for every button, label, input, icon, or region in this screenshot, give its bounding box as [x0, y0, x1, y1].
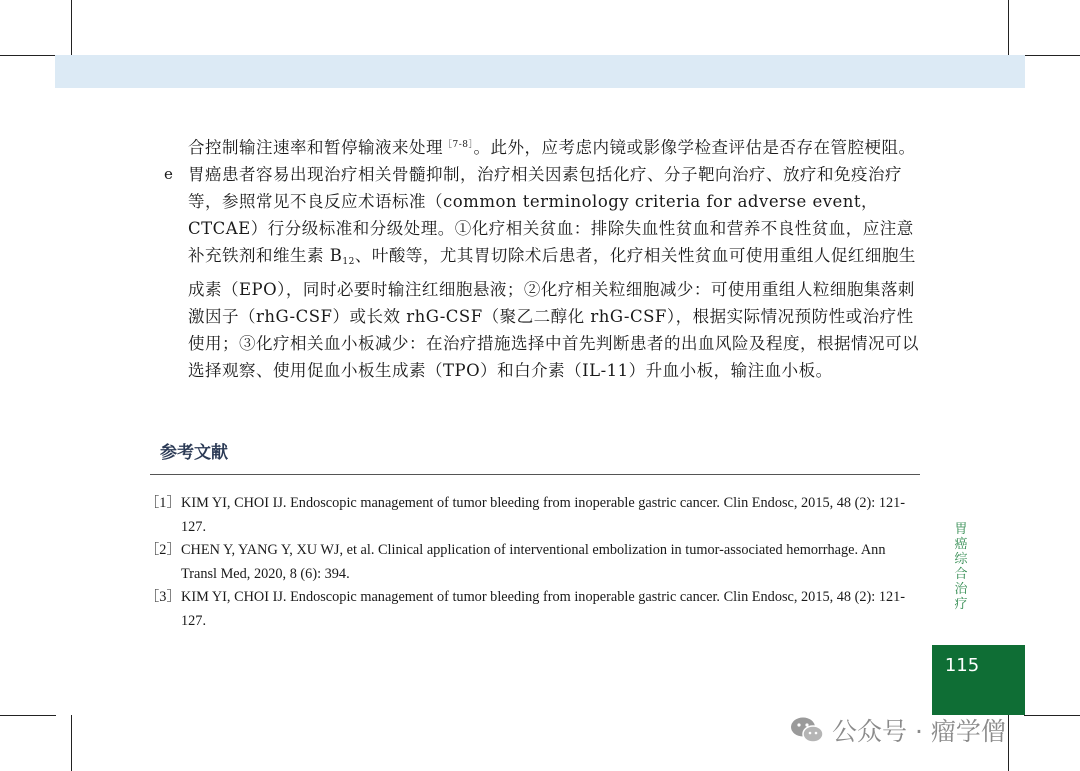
paragraph-2 [160, 161, 920, 384]
paragraph-1 [160, 132, 920, 161]
reference-item [145, 586, 920, 633]
paragraph-1-text-b: 。此外，应考虑内镜或影像学检查评估是否存在管腔梗阻。 [473, 138, 916, 157]
references-heading: 参考文献 [160, 443, 228, 463]
chapter-side-label: 胃癌综合治疗 [954, 522, 968, 612]
watermark-text: 公众号 · 瘤学僧 [832, 717, 1006, 746]
reference-number: ［1］ [145, 495, 181, 511]
page-number-box [932, 645, 1025, 715]
bullet-marker: e [164, 165, 174, 183]
crop-mark [1024, 55, 1080, 56]
reference-number: ［2］ [145, 542, 181, 558]
wechat-icon [790, 716, 824, 744]
subscript: 12 [342, 257, 355, 267]
crop-mark [1024, 715, 1080, 716]
crop-mark [0, 715, 56, 716]
divider [150, 474, 920, 475]
reference-number: ［3］ [145, 589, 181, 605]
crop-mark [71, 0, 72, 56]
reference-text: KIM YI, CHOI IJ. Endoscopic management of tumor bleeding from inoperable gastric cancer. Clin Endosc, 2015, 48 (2): 121-127. [181, 589, 906, 629]
citation-superscript: ［7-8］ [443, 140, 474, 150]
reference-item [145, 492, 920, 539]
reference-list [145, 492, 920, 633]
crop-mark [1008, 0, 1009, 56]
header-band [55, 55, 1025, 88]
body-text [160, 132, 920, 384]
reference-item [145, 539, 920, 586]
watermark [790, 712, 1006, 748]
crop-mark [71, 715, 72, 771]
paragraph-2-text-a: 胃癌患者容易出现治疗相关骨髓抑制，治疗相关因素包括化疗、分子靶向治疗、放疗和免疫治疗等，参照常见不良反应术语标准（common terminology criteria for adverse event，CTCAE）行分级标准和分级处理。①化疗相关贫血：排除失血性贫血和营养不良性贫血，应注意补充铁剂和维生素 B [188, 165, 914, 265]
paragraph-2-text-b: 、叶酸等，尤其胃切除术后患者，化疗相关性贫血可使用重组人促红细胞生成素（EPO），同时必要时输注红细胞悬液；②化疗相关粒细胞减少：可使用重组人粒细胞集落刺激因子（rhG-CSF）或长效 rhG-CSF（聚乙二醇化 rhG-CSF），根据实际情况预防性或治疗性使用；③化疗相关血小板减少：在治疗措施选择中首先判断患者的出血风险及程度，根据情况可以选择观察、使用促血小板生成素（TPO）和白介素（IL-11）升血小板，输注血小板。 [188, 246, 919, 380]
crop-mark [0, 55, 56, 56]
page-number: 115 [944, 655, 980, 676]
crop-mark [1008, 715, 1009, 771]
paragraph-1-text-a: 合控制输注速率和暂停输液来处理 [188, 138, 443, 157]
reference-text: CHEN Y, YANG Y, XU WJ, et al. Clinical application of interventional embolization in tumor-associated hemorrhage. Ann Transl Med, 2020, 8 (6): 394. [181, 542, 886, 582]
reference-text: KIM YI, CHOI IJ. Endoscopic management of tumor bleeding from inoperable gastric cancer. Clin Endosc, 2015, 48 (2): 121-127. [181, 495, 906, 535]
